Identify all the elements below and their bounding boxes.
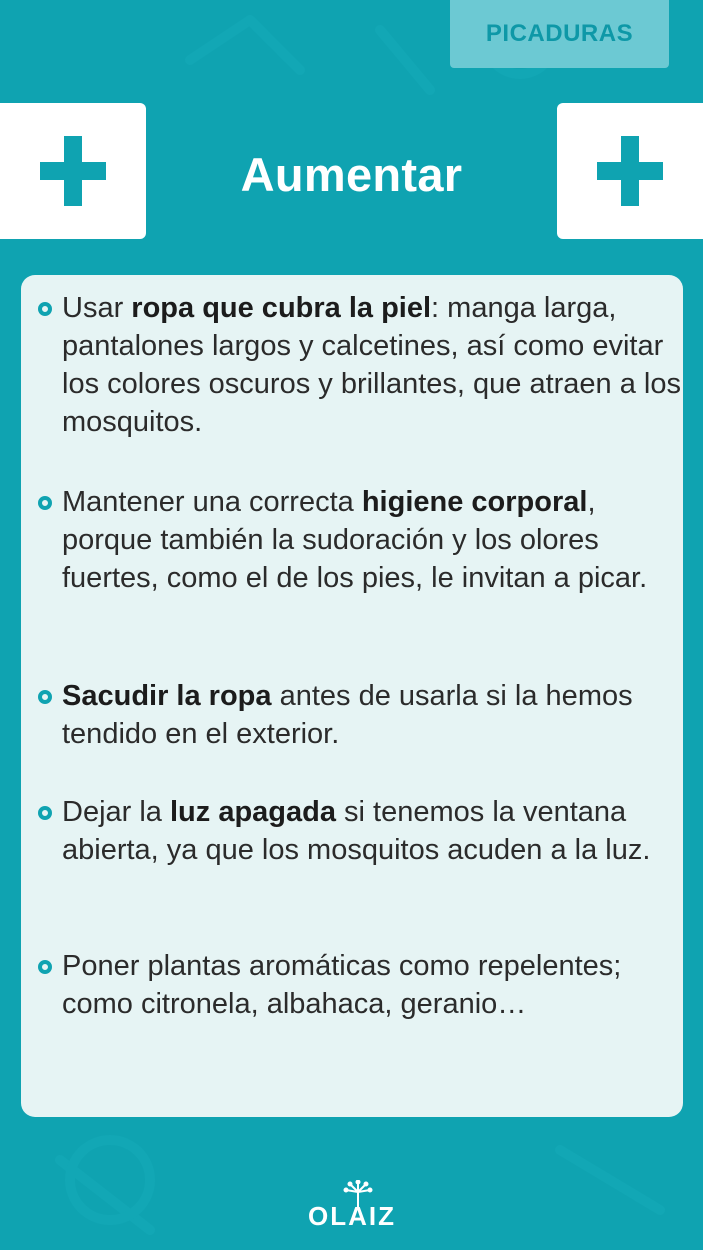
circle-bullet-icon — [38, 960, 52, 974]
tip-item — [21, 947, 683, 1023]
tip-text: Dejar la luz apagada si tenemos la ventana abierta, ya que los mosquitos acuden a la luz. — [62, 796, 651, 866]
plus-card-right — [557, 103, 703, 239]
circle-bullet-icon — [38, 690, 52, 704]
tip-item — [21, 793, 683, 869]
tip-text: Usar ropa que cubra la piel: manga larga, pantalones largos y calcetines, así como evitar los colores oscuros y brillantes, que atraen a los mosquitos. — [62, 292, 681, 438]
circle-bullet-icon — [38, 806, 52, 820]
tip-item — [21, 677, 683, 753]
circle-bullet-icon — [38, 496, 52, 510]
tip-text: Sacudir la ropa antes de usarla si la hemos tendido en el exterior. — [62, 680, 633, 750]
tips-card — [21, 275, 683, 1117]
tip-text: Poner plantas aromáticas como repelentes; como citronela, albahaca, geranio… — [62, 950, 622, 1020]
tip-item — [21, 289, 683, 441]
circle-bullet-icon — [38, 302, 52, 316]
page-title: Aumentar — [240, 148, 463, 201]
category-tab[interactable]: PICADURAS — [450, 0, 669, 68]
plus-icon — [597, 136, 663, 206]
logo-text: OLAIZ — [308, 1201, 396, 1231]
olaiz-logo — [300, 1180, 404, 1232]
tip-text: Mantener una correcta higiene corporal, porque también la sudoración y los olores fuertes, como el de los pies, le invitan a picar. — [62, 486, 648, 594]
tip-item — [21, 483, 683, 597]
plus-card-left — [0, 103, 146, 239]
plus-icon — [40, 136, 106, 206]
